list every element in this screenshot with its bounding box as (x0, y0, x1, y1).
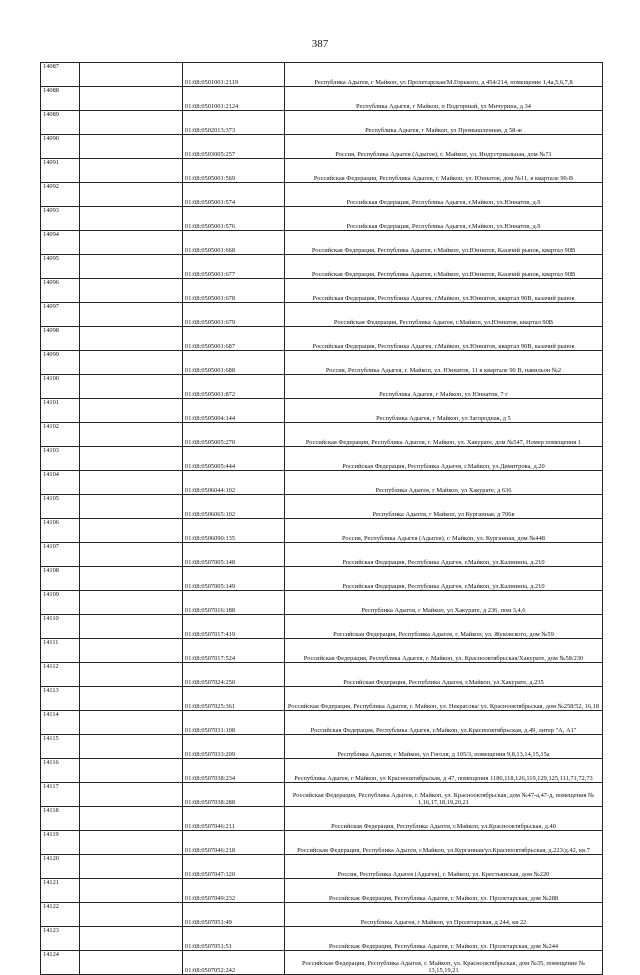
cadastral-number: 01:08:0507005:148 (183, 543, 285, 567)
table-row (41, 351, 603, 375)
table-row (41, 111, 603, 135)
cadastral-number: 01:08:0502013:373 (183, 111, 285, 135)
row-number: 14096 (41, 279, 80, 303)
empty-cell (80, 543, 183, 567)
row-number: 14123 (41, 927, 80, 951)
table-row (41, 879, 603, 903)
cadastral-number: 01:08:0506065:102 (183, 495, 285, 519)
row-number: 14103 (41, 447, 80, 471)
row-number: 14105 (41, 495, 80, 519)
address: Республика Адыгея, г Майкоп, ул Хакурате, д 236, пом 3,4,6 (285, 591, 603, 615)
address: Россия, Республика Адыгея (Адыгея), г. Майкоп, ул. Курганная, дом №448 (285, 519, 603, 543)
cadastral-number: 01:08:0507046:218 (183, 831, 285, 855)
cadastral-number: 01:08:0507017:524 (183, 639, 285, 663)
empty-cell (80, 855, 183, 879)
address: Российская Федерация, Республика Адыгея, г. Майкоп, ул. Юннатов, дом №11, в квартале 90-В (285, 159, 603, 183)
row-number: 14102 (41, 423, 80, 447)
address: Российская Федерация, Республика Адыгея, г. Майкоп, ул. Хакурате, дом №547, Номер помещения 1 (285, 423, 603, 447)
table-row (41, 447, 603, 471)
empty-cell (80, 567, 183, 591)
cadastral-number: 01:08:0507024:250 (183, 663, 285, 687)
table-row (41, 87, 603, 111)
table-row (41, 495, 603, 519)
table-row (41, 231, 603, 255)
empty-cell (80, 63, 183, 87)
empty-cell (80, 783, 183, 807)
empty-cell (80, 423, 183, 447)
empty-cell (80, 735, 183, 759)
row-number: 14116 (41, 759, 80, 783)
table-row (41, 639, 603, 663)
row-number: 14121 (41, 879, 80, 903)
row-number: 14120 (41, 855, 80, 879)
cadastral-number: 01:08:0507025:361 (183, 687, 285, 711)
row-number: 14100 (41, 375, 80, 399)
row-number: 14110 (41, 615, 80, 639)
row-number: 14117 (41, 783, 80, 807)
cadastral-number: 01:08:0507016:188 (183, 591, 285, 615)
cadastral-number: 01:08:0505001:687 (183, 327, 285, 351)
address: Российская Федерация, Республика Адыгея, г.Майкоп, ул.Краснооктябрьская, д.40 (285, 807, 603, 831)
table-row (41, 903, 603, 927)
address: Россия, Республика Адыгея, г. Майкоп, ул. Юннатов, 11 в квартале 90 В, павильон №2 (285, 351, 603, 375)
cadastral-number: 01:08:0505001:677 (183, 255, 285, 279)
empty-cell (80, 183, 183, 207)
address: Российская Федерация, Республика Адыгея, г.Майкоп, ул.Курганная/ул.Краснооктябрьская, д.223/д.42, кв.7 (285, 831, 603, 855)
empty-cell (80, 471, 183, 495)
empty-cell (80, 903, 183, 927)
empty-cell (80, 615, 183, 639)
address: Российская Федерация, Республика Адыгея, г. Майкоп, ул. Краснооктябрьская, дом №35, помещение № 13,15,19,21 (285, 951, 603, 975)
table-row (41, 207, 603, 231)
cadastral-number: 01:08:0505001:569 (183, 159, 285, 183)
empty-cell (80, 519, 183, 543)
cadastral-number: 01:08:0507031:108 (183, 711, 285, 735)
cadastral-number: 01:08:0505001:872 (183, 375, 285, 399)
row-number: 14088 (41, 87, 80, 111)
address: Россия, Республика Адыгея (Адыгея), г. Майкоп, ул. Индустриальная, дом №71 (285, 135, 603, 159)
table-row (41, 711, 603, 735)
table-row (41, 615, 603, 639)
address: Российская Федерация, Республика Адыгея, г.Майкоп, ул.Юннатов, квартал 90В (285, 303, 603, 327)
table-row (41, 135, 603, 159)
cadastral-number: 01:08:0506090:135 (183, 519, 285, 543)
address: Российская Федерация, Республика Адыгея, г. Майкоп, ул. Жуковского, дом №59 (285, 615, 603, 639)
table-row (41, 471, 603, 495)
row-number: 14101 (41, 399, 80, 423)
cadastral-number: 01:08:0505001:679 (183, 303, 285, 327)
empty-cell (80, 111, 183, 135)
row-number: 14092 (41, 183, 80, 207)
registry-rows (41, 63, 603, 975)
table-row (41, 831, 603, 855)
address: Российская Федерация, Республика Адыгея, г. Майкоп, ул. Краснооктябрьская/Хакурате, дом №58/230 (285, 639, 603, 663)
table-row (41, 759, 603, 783)
cadastral-number: 01:08:0505001:574 (183, 183, 285, 207)
empty-cell (80, 303, 183, 327)
empty-cell (80, 687, 183, 711)
cadastral-number: 01:08:0505001:688 (183, 351, 285, 375)
address: Республика Адыгея, г Майкоп, ул Загородная, д 5 (285, 399, 603, 423)
empty-cell (80, 255, 183, 279)
table-row (41, 783, 603, 807)
empty-cell (80, 399, 183, 423)
table-row (41, 159, 603, 183)
cadastral-number: 01:08:0507047:120 (183, 855, 285, 879)
address: Республика Адыгея, г Майкоп, ул Курганная, д 706в (285, 495, 603, 519)
address: Республика Адыгея, г Майкоп, ул Промышленная, д 58-ж (285, 111, 603, 135)
cadastral-number: 01:08:0501001:2119 (183, 63, 285, 87)
row-number: 14094 (41, 231, 80, 255)
address: Российская Федерация, Республика Адыгея, г.Майкоп, ул.Димитрова, д.20 (285, 447, 603, 471)
address: Российская Федерация, Республика Адыгея, г.Майкоп, ул.Юннатов, д.9 (285, 183, 603, 207)
cadastral-number: 01:08:0507038:288 (183, 783, 285, 807)
row-number: 14113 (41, 687, 80, 711)
table-row (41, 303, 603, 327)
empty-cell (80, 375, 183, 399)
table-row (41, 567, 603, 591)
row-number: 14090 (41, 135, 80, 159)
table-row (41, 591, 603, 615)
cadastral-number: 01:08:0505005:444 (183, 447, 285, 471)
empty-cell (80, 927, 183, 951)
address: Республика Адыгея, г Майкоп, ул Хакурате, д 636 (285, 471, 603, 495)
registry-table (40, 62, 603, 975)
row-number: 14122 (41, 903, 80, 927)
row-number: 14118 (41, 807, 80, 831)
address: Российская Федерация, Республика Адыгея, г.Майкоп, ул.Юннатов, Казачий рынок, квартал 90В (285, 231, 603, 255)
cadastral-number: 01:08:0507038:234 (183, 759, 285, 783)
address: Республика Адыгея, г Майкоп, п Подгорный, ул Мичурина, д 34 (285, 87, 603, 111)
cadastral-number: 01:08:0506044:102 (183, 471, 285, 495)
cadastral-number: 01:08:0505001:576 (183, 207, 285, 231)
table-row (41, 951, 603, 975)
row-number: 14107 (41, 543, 80, 567)
cadastral-number: 01:08:0505001:668 (183, 231, 285, 255)
empty-cell (80, 807, 183, 831)
table-row (41, 63, 603, 87)
empty-cell (80, 135, 183, 159)
address: Российская Федерация, Республика Адыгея, г. Майкоп, ул. Краснооктябрьская, дом №47-а,47-д, помещения № 1,16,17,18,19,20,21 (285, 783, 603, 807)
address: Российская Федерация, Республика Адыгея, г.Майкоп, ул.Хакурате, д.235 (285, 663, 603, 687)
empty-cell (80, 495, 183, 519)
row-number: 14097 (41, 303, 80, 327)
address: Российская Федерация, Республика Адыгея, г.Майкоп, ул.Юннатов, квартал 90В, казачий рынок (285, 279, 603, 303)
empty-cell (80, 879, 183, 903)
cadastral-number: 01:08:0507051:49 (183, 903, 285, 927)
row-number: 14115 (41, 735, 80, 759)
table-row (41, 543, 603, 567)
address: Республика Адыгея, г Майкоп, ул Пролетарская, д 244, кв 22 (285, 903, 603, 927)
cadastral-number: 01:08:0505004:144 (183, 399, 285, 423)
table-row (41, 255, 603, 279)
table-row (41, 375, 603, 399)
table-row (41, 735, 603, 759)
table-row (41, 855, 603, 879)
table-row (41, 399, 603, 423)
row-number: 14119 (41, 831, 80, 855)
cadastral-number: 01:08:0501001:2124 (183, 87, 285, 111)
empty-cell (80, 159, 183, 183)
row-number: 14098 (41, 327, 80, 351)
cadastral-number: 01:08:0507051:51 (183, 927, 285, 951)
empty-cell (80, 87, 183, 111)
cadastral-number: 01:08:0505001:678 (183, 279, 285, 303)
address: Республика Адыгея, г Майкоп, ул Пролетарская/М.Горького, д 454/214, помещение 1,4а,5,6,7,8 (285, 63, 603, 87)
row-number: 14099 (41, 351, 80, 375)
table-row (41, 807, 603, 831)
empty-cell (80, 351, 183, 375)
page-number: 387 (311, 38, 329, 50)
empty-cell (80, 639, 183, 663)
address: Российская Федерация, Республика Адыгея, г.Майкоп, ул.Юннатов, Казачий рынок, квартал 90В (285, 255, 603, 279)
row-number: 14089 (41, 111, 80, 135)
address: Республика Адыгея, г Майкоп, ул Краснооктябрьская, д 47, помещения 1186,118,126,119,129,125,111,71,72,73 (285, 759, 603, 783)
empty-cell (80, 231, 183, 255)
address: Российская Федерация, Республика Адыгея, г.Майкоп, ул.Краснооктябрьская, д.49, литер "А, А1" (285, 711, 603, 735)
cadastral-number: 01:08:0507033:209 (183, 735, 285, 759)
row-number: 14091 (41, 159, 80, 183)
cadastral-number: 01:08:0503005:257 (183, 135, 285, 159)
cadastral-number: 01:08:0505005:270 (183, 423, 285, 447)
address: Российская Федерация, Республика Адыгея, г.Майкоп, ул.Калинина, д.210 (285, 567, 603, 591)
row-number: 14111 (41, 639, 80, 663)
row-number: 14109 (41, 591, 80, 615)
table-row (41, 687, 603, 711)
empty-cell (80, 663, 183, 687)
table-row (41, 279, 603, 303)
table-row (41, 927, 603, 951)
address: Российская Федерация, Республика Адыгея, г. Майкоп, ул. Пролетарская, дом №244 (285, 927, 603, 951)
row-number: 14108 (41, 567, 80, 591)
table-row (41, 519, 603, 543)
address: Республика Адыгея, г Майкоп, ул Гоголя, д 105/3, помещения 9,8,13,14,15,15а (285, 735, 603, 759)
empty-cell (80, 951, 183, 975)
row-number: 14095 (41, 255, 80, 279)
row-number: 14124 (41, 951, 80, 975)
cadastral-number: 01:08:0507017:419 (183, 615, 285, 639)
table-row (41, 423, 603, 447)
empty-cell (80, 327, 183, 351)
row-number: 14114 (41, 711, 80, 735)
row-number: 14112 (41, 663, 80, 687)
empty-cell (80, 591, 183, 615)
address: Российская Федерация, Республика Адыгея, г.Майкоп, ул.Калинина, д.210 (285, 543, 603, 567)
table-row (41, 327, 603, 351)
address: Российская Федерация, Республика Адыгея, г.Майкоп, ул.Юннатов, квартал 90В, казачий рынок (285, 327, 603, 351)
row-number: 14104 (41, 471, 80, 495)
address: Российская Федерация, Республика Адыгея, г.Майкоп, ул.Юннатов, д.9 (285, 207, 603, 231)
empty-cell (80, 279, 183, 303)
empty-cell (80, 447, 183, 471)
table-row (41, 183, 603, 207)
address: Российская Федерация, Республика Адыгея, г. Майкоп, ул. Некрасова/ ул. Краснооктябрьская, дом №258/52, 16,18 (285, 687, 603, 711)
empty-cell (80, 759, 183, 783)
address: Российская Федерация, Республика Адыгея, г. Майкоп, ул. Пролетарская, дом №288 (285, 879, 603, 903)
cadastral-number: 01:08:0507049:232 (183, 879, 285, 903)
row-number: 14087 (41, 63, 80, 87)
cadastral-number: 01:08:0507046:211 (183, 807, 285, 831)
empty-cell (80, 711, 183, 735)
row-number: 14093 (41, 207, 80, 231)
address: Россия, Республика Адыгея (Адыгея), г. Майкоп, ул. Крестьянская, дом №220 (285, 855, 603, 879)
cadastral-number: 01:08:0507005:149 (183, 567, 285, 591)
empty-cell (80, 207, 183, 231)
empty-cell (80, 831, 183, 855)
table-row (41, 663, 603, 687)
cadastral-number: 01:08:0507052:242 (183, 951, 285, 975)
address: Республика Адыгея, г Майкоп, ул Юннатов, 7 г (285, 375, 603, 399)
row-number: 14106 (41, 519, 80, 543)
